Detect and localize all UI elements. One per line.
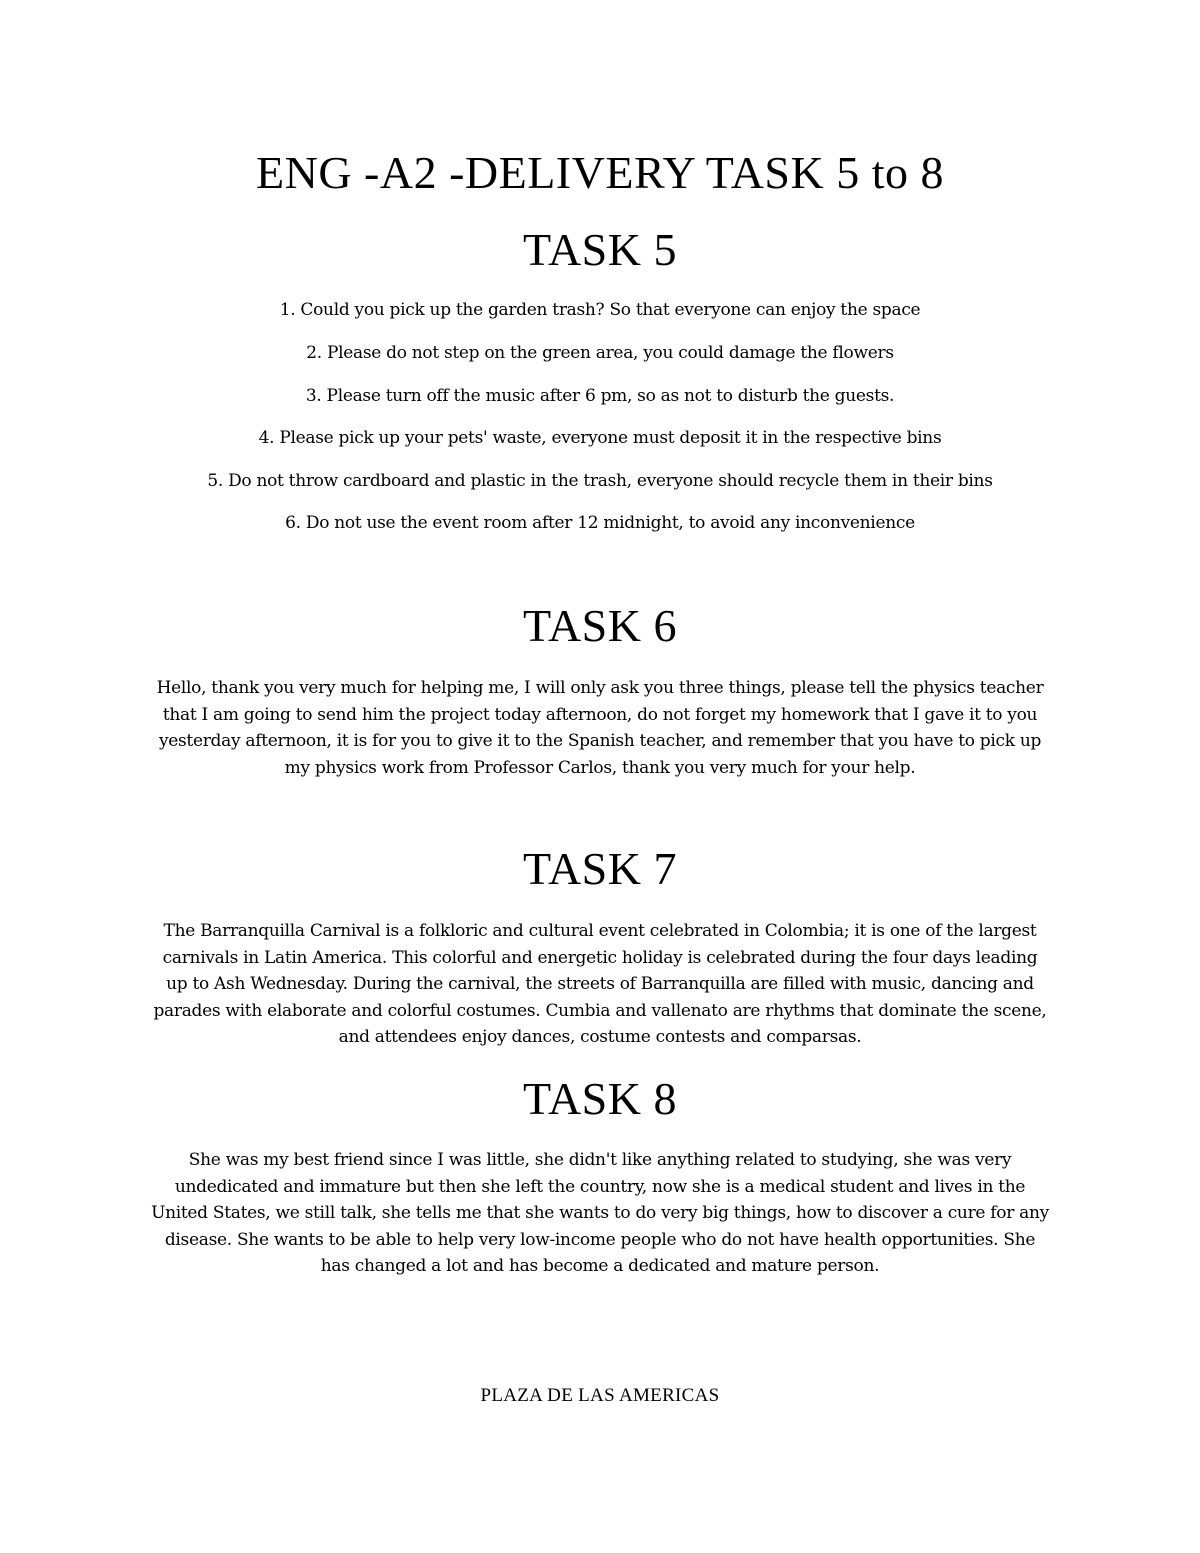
task-5-item-4: 4. Please pick up your pets' waste, everyone must deposit it in the respective bins: [258, 428, 942, 448]
task-5-item-6: 6. Do not use the event room after 12 midnight, to avoid any inconvenience: [285, 513, 915, 533]
task-5-item-5: 5. Do not throw cardboard and plastic in the trash, everyone should recycle them in their bins: [207, 471, 993, 491]
task-7-paragraph: The Barranquilla Carnival is a folkloric and cultural event celebrated in Colombia; it is one of the largest carnivals in Latin America. This colorful and energetic holiday is celebrated during the four days leading up to Ash Wednesday. During the carnival, the streets of Barranquilla are filled with music, dancing and parades with elaborate and colorful costumes. Cumbia and vallenato are rhythms that dominate the scene, and attendees enjoy dances, costume contests and comparsas.: [153, 921, 1047, 1047]
footer-text: PLAZA DE LAS AMERICAS: [480, 1385, 720, 1406]
page-title: ENG -A2 -DELIVERY TASK 5 to 8: [256, 147, 944, 198]
task-7-heading: TASK 7: [523, 843, 677, 894]
task-5-item-1: 1. Could you pick up the garden trash? So that everyone can enjoy the space: [279, 300, 921, 320]
task-5-item-2: 2. Please do not step on the green area, you could damage the flowers: [306, 343, 894, 363]
task-5-item-3: 3. Please turn off the music after 6 pm, so as not to disturb the guests.: [305, 386, 895, 406]
task-5-heading: TASK 5: [523, 224, 677, 275]
task-6-heading: TASK 6: [523, 600, 677, 651]
task-8-paragraph: She was my best friend since I was little, she didn't like anything related to studying, she was very undedicated and immature but then she left the country, now she is a medical student and lives in the United States, we still talk, she tells me that she wants to do very big things, how to discover a cure for any disease. She wants to be able to help very low-income people who do not have health opportunities. She has changed a lot and has become a dedicated and mature person.: [151, 1150, 1049, 1276]
task-6-paragraph: Hello, thank you very much for helping me, I will only ask you three things, please tell the physics teacher that I am going to send him the project today afternoon, do not forget my homework that I gave it to you yesterday afternoon, it is for you to give it to the Spanish teacher, and remember that you have to pick up my physics work from Professor Carlos, thank you very much for your help.: [156, 678, 1044, 778]
task-8-heading: TASK 8: [523, 1073, 677, 1124]
